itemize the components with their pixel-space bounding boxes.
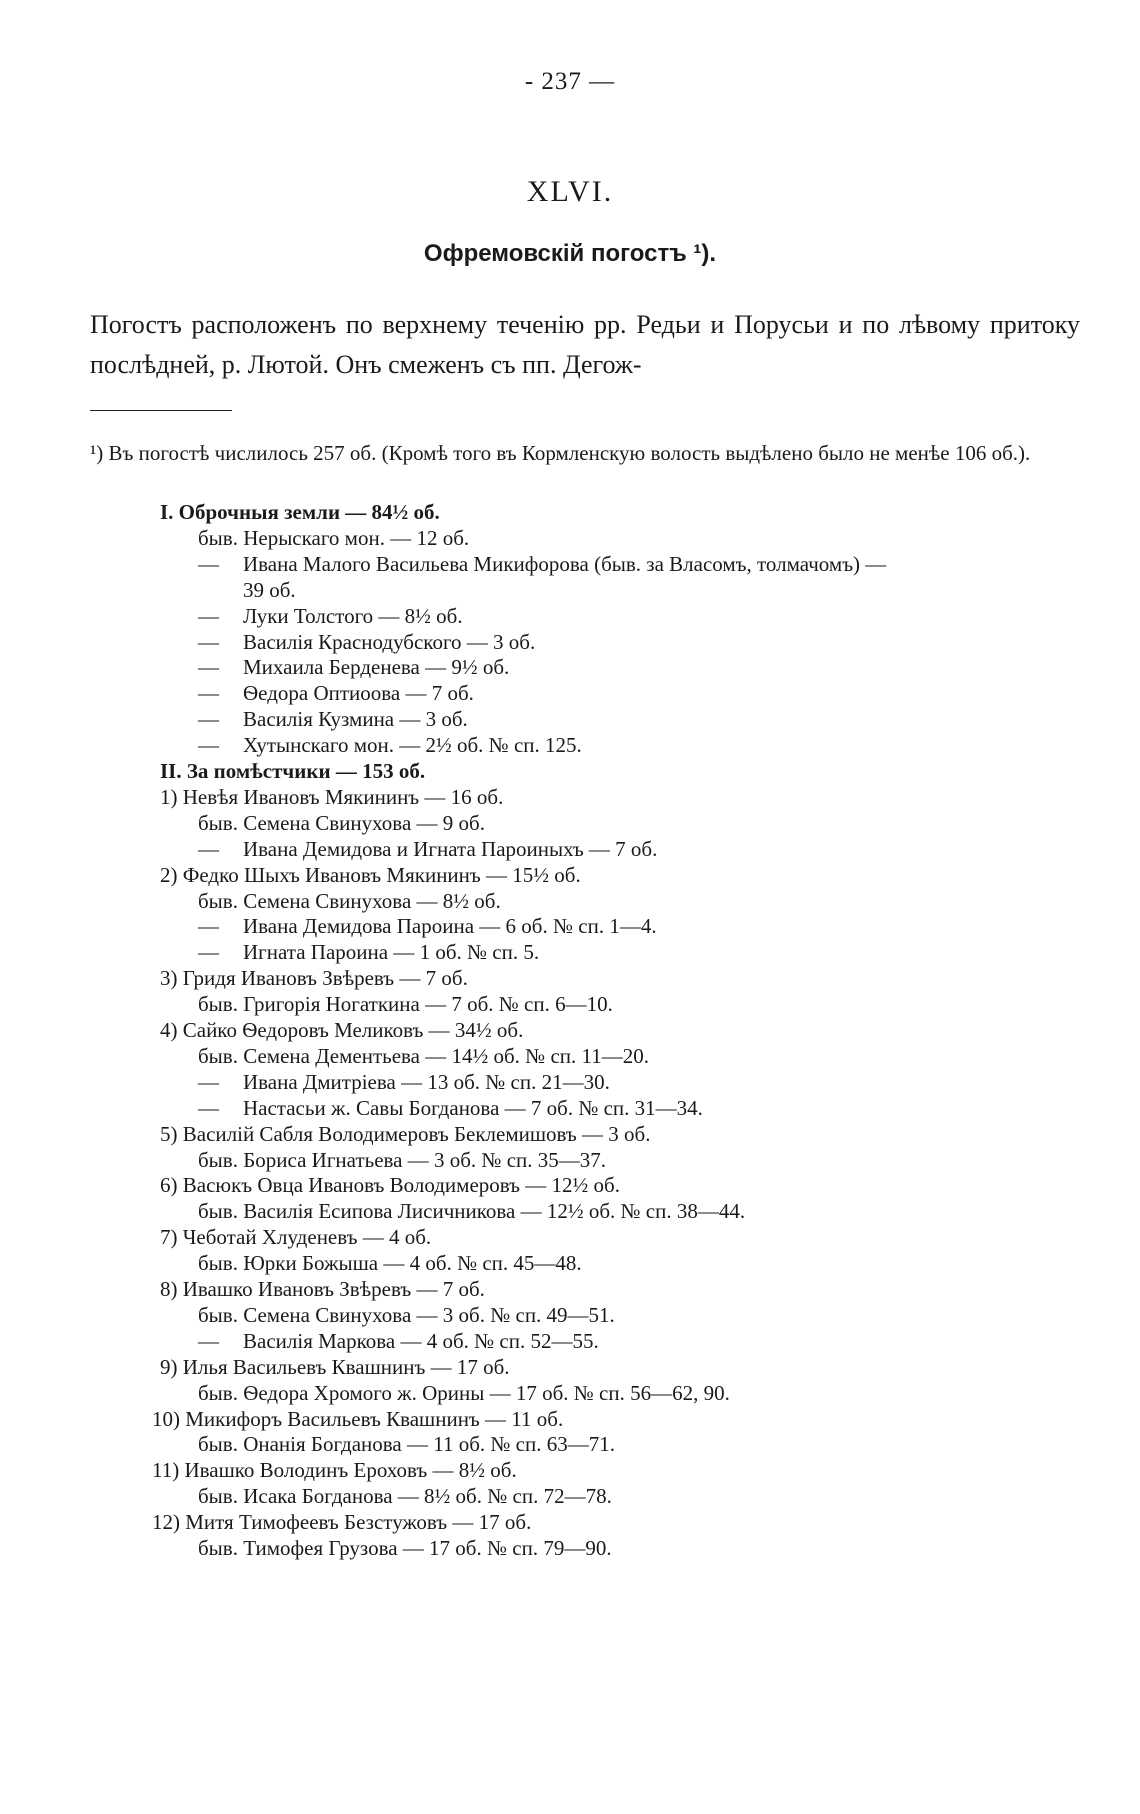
- list-item: [160, 861, 581, 889]
- list-item: [198, 1482, 612, 1510]
- list-item: [198, 1249, 582, 1277]
- list-item: [198, 938, 539, 966]
- ditto-dash: —: [198, 681, 219, 706]
- ditto-dash: —: [198, 1069, 219, 1094]
- line-text: быв. Семена Дементьева — 14½ об. № сп. 11—20.: [198, 1043, 649, 1068]
- section-title: Офремовскій погостъ ¹).: [423, 240, 717, 267]
- list-item: [152, 1456, 517, 1484]
- line-text: быв. Исака Богданова — 8½ об. № сп. 72—78.: [198, 1484, 612, 1509]
- line-text: I. Оброчныя земли — 84½ об.: [160, 500, 440, 524]
- ditto-dash: —: [198, 733, 219, 758]
- list-item: [198, 705, 468, 733]
- list-item: [152, 1508, 531, 1536]
- list-item: [160, 1275, 485, 1303]
- line-text: быв. Нерыскаго мон. — 12 об.: [198, 525, 470, 550]
- line-text: Ивана Малого Васильева Микифорова (быв. за Власомъ, толмачомъ) —: [243, 551, 887, 576]
- line-text: Ивана Дмитріева — 13 об. № сп. 21—30.: [243, 1069, 610, 1094]
- line-text: Ѳедора Оптиоова — 7 об.: [243, 681, 474, 706]
- line-text: 9) Илья Васильевъ Квашнинъ — 17 об.: [160, 1354, 510, 1379]
- list-item: [198, 887, 501, 915]
- ditto-dash: —: [198, 1095, 219, 1120]
- line-text: 2) Федко Шыхъ Ивановъ Мякининъ — 15½ об.: [160, 862, 581, 887]
- ditto-dash: —: [198, 914, 219, 939]
- list-item: [198, 1042, 649, 1070]
- line-text: 12) Митя Тимофеевъ Безстужовъ — 17 об.: [152, 1510, 532, 1535]
- list-item: [198, 550, 886, 578]
- line-text: Василія Маркова — 4 об. № сп. 52—55.: [243, 1328, 599, 1353]
- line-text: 6) Васюкъ Овца Ивановъ Володимеровъ — 12½ об.: [160, 1173, 620, 1198]
- line-text: быв. Онанія Богданова — 11 об. № сп. 63—71.: [198, 1432, 615, 1457]
- list-item: [198, 524, 469, 552]
- list-item: [198, 809, 485, 837]
- line-text: быв. Семена Свинухова — 8½ об.: [198, 888, 501, 913]
- line-text: 10) Микифоръ Васильевъ Квашнинъ — 11 об.: [152, 1406, 564, 1431]
- line-text: 8) Ивашко Ивановъ Звѣревъ — 7 об.: [160, 1277, 485, 1301]
- list-item: [198, 1068, 610, 1096]
- ditto-dash: —: [198, 707, 219, 732]
- section-heading: [160, 757, 425, 785]
- list-item: [160, 964, 468, 992]
- list-item: [198, 990, 613, 1018]
- line-text: Игната Пароина — 1 об. № сп. 5.: [243, 940, 540, 965]
- ditto-dash: —: [198, 655, 219, 680]
- list-item: [198, 628, 535, 656]
- line-text: 4) Сайко Ѳедоровъ Меликовъ — 34½ об.: [160, 1018, 524, 1042]
- list-item: [160, 783, 503, 811]
- list-item: [198, 679, 474, 707]
- list-item: [198, 1430, 615, 1458]
- line-text: быв. Ѳедора Хромого ж. Орины — 17 об. № сп. 56—62, 90.: [198, 1380, 730, 1405]
- list-item: [198, 1301, 615, 1329]
- section-heading: [160, 498, 440, 526]
- list-item: [160, 1120, 650, 1148]
- line-text: быв. Григорія Ногаткина — 7 об. № сп. 6—10.: [198, 992, 613, 1017]
- line-text: Михаила Берденева — 9½ об.: [243, 655, 510, 680]
- list-item: [198, 1094, 703, 1122]
- footnote-rule: [90, 410, 232, 411]
- list-item: [160, 1171, 620, 1199]
- list-item: [198, 1197, 745, 1225]
- list-item: [160, 1223, 431, 1251]
- list-item: [198, 912, 657, 940]
- list-item: [243, 576, 296, 604]
- ditto-dash: —: [198, 629, 219, 654]
- list-item: [198, 731, 582, 759]
- line-text: быв. Юрки Божыша — 4 об. № сп. 45—48.: [198, 1251, 582, 1276]
- line-text: 5) Василій Сабля Володимеровъ Беклемишовъ — 3 об.: [160, 1121, 651, 1146]
- line-text: быв. Семена Свинухова — 9 об.: [198, 810, 485, 835]
- line-text: быв. Бориса Игнатьева — 3 об. № сп. 35—37.: [198, 1147, 607, 1172]
- line-text: быв. Василія Есипова Лисичникова — 12½ об. № сп. 38—44.: [198, 1199, 746, 1224]
- ditto-dash: —: [198, 940, 219, 965]
- line-text: 11) Ивашко Володинъ Ероховъ — 8½ об.: [152, 1458, 517, 1483]
- list-item: [198, 602, 463, 630]
- line-text: Настасьи ж. Савы Богданова — 7 об. № сп. 31—34.: [243, 1095, 703, 1120]
- line-text: Ивана Демидова Пароина — 6 об. № сп. 1—4.: [243, 914, 657, 939]
- list-item: [160, 1016, 523, 1044]
- line-text: Ивана Демидова и Игната Пароиныхъ — 7 об.: [243, 836, 658, 861]
- line-text: быв. Семена Свинухова — 3 об. № сп. 49—51.: [198, 1302, 615, 1327]
- list-item: [198, 1146, 606, 1174]
- line-text: Василія Кузмина — 3 об.: [243, 707, 468, 732]
- list-item: [160, 1353, 510, 1381]
- page-number: - 237 —: [524, 68, 616, 95]
- list-item: [198, 835, 657, 863]
- chapter-number: XLVI.: [526, 175, 614, 208]
- line-text: 39 об.: [243, 577, 296, 602]
- line-text: Луки Толстого — 8½ об.: [243, 603, 463, 628]
- line-text: 3) Гридя Ивановъ Звѣревъ — 7 об.: [160, 966, 468, 991]
- line-text: 1) Невѣя Ивановъ Мякининъ — 16 об.: [160, 784, 504, 809]
- ditto-dash: —: [198, 603, 219, 628]
- line-text: Василія Краснодубского — 3 об.: [243, 629, 536, 654]
- ditto-dash: —: [198, 551, 219, 576]
- line-text: быв. Тимофея Грузова — 17 об. № сп. 79—90.: [198, 1536, 612, 1560]
- list-item: [152, 1405, 563, 1433]
- list-item: [198, 1327, 599, 1355]
- ditto-dash: —: [198, 1328, 219, 1353]
- ditto-dash: —: [198, 836, 219, 861]
- list-item: [198, 1534, 612, 1562]
- list-item: [198, 653, 509, 681]
- line-text: 7) Чеботай Хлуденевъ — 4 об.: [160, 1225, 432, 1250]
- list-item: [198, 1379, 730, 1407]
- footnote-text: ¹) Въ погостѣ числилось 257 об. (Кромѣ того въ Кормленскую волость выдѣлено было не менѣе 106 об.).: [90, 441, 1031, 465]
- intro-paragraph: Погостъ расположенъ по верхнему теченію рр. Редьи и Порусьи и по лѣвому притоку послѣдней, р. Лютой. Онъ смеженъ съ пп. Дегож-: [90, 310, 1080, 379]
- line-text: Хутынскаго мон. — 2½ об. № сп. 125.: [243, 733, 582, 758]
- line-text: II. За помѣстчики — 153 об.: [160, 759, 426, 783]
